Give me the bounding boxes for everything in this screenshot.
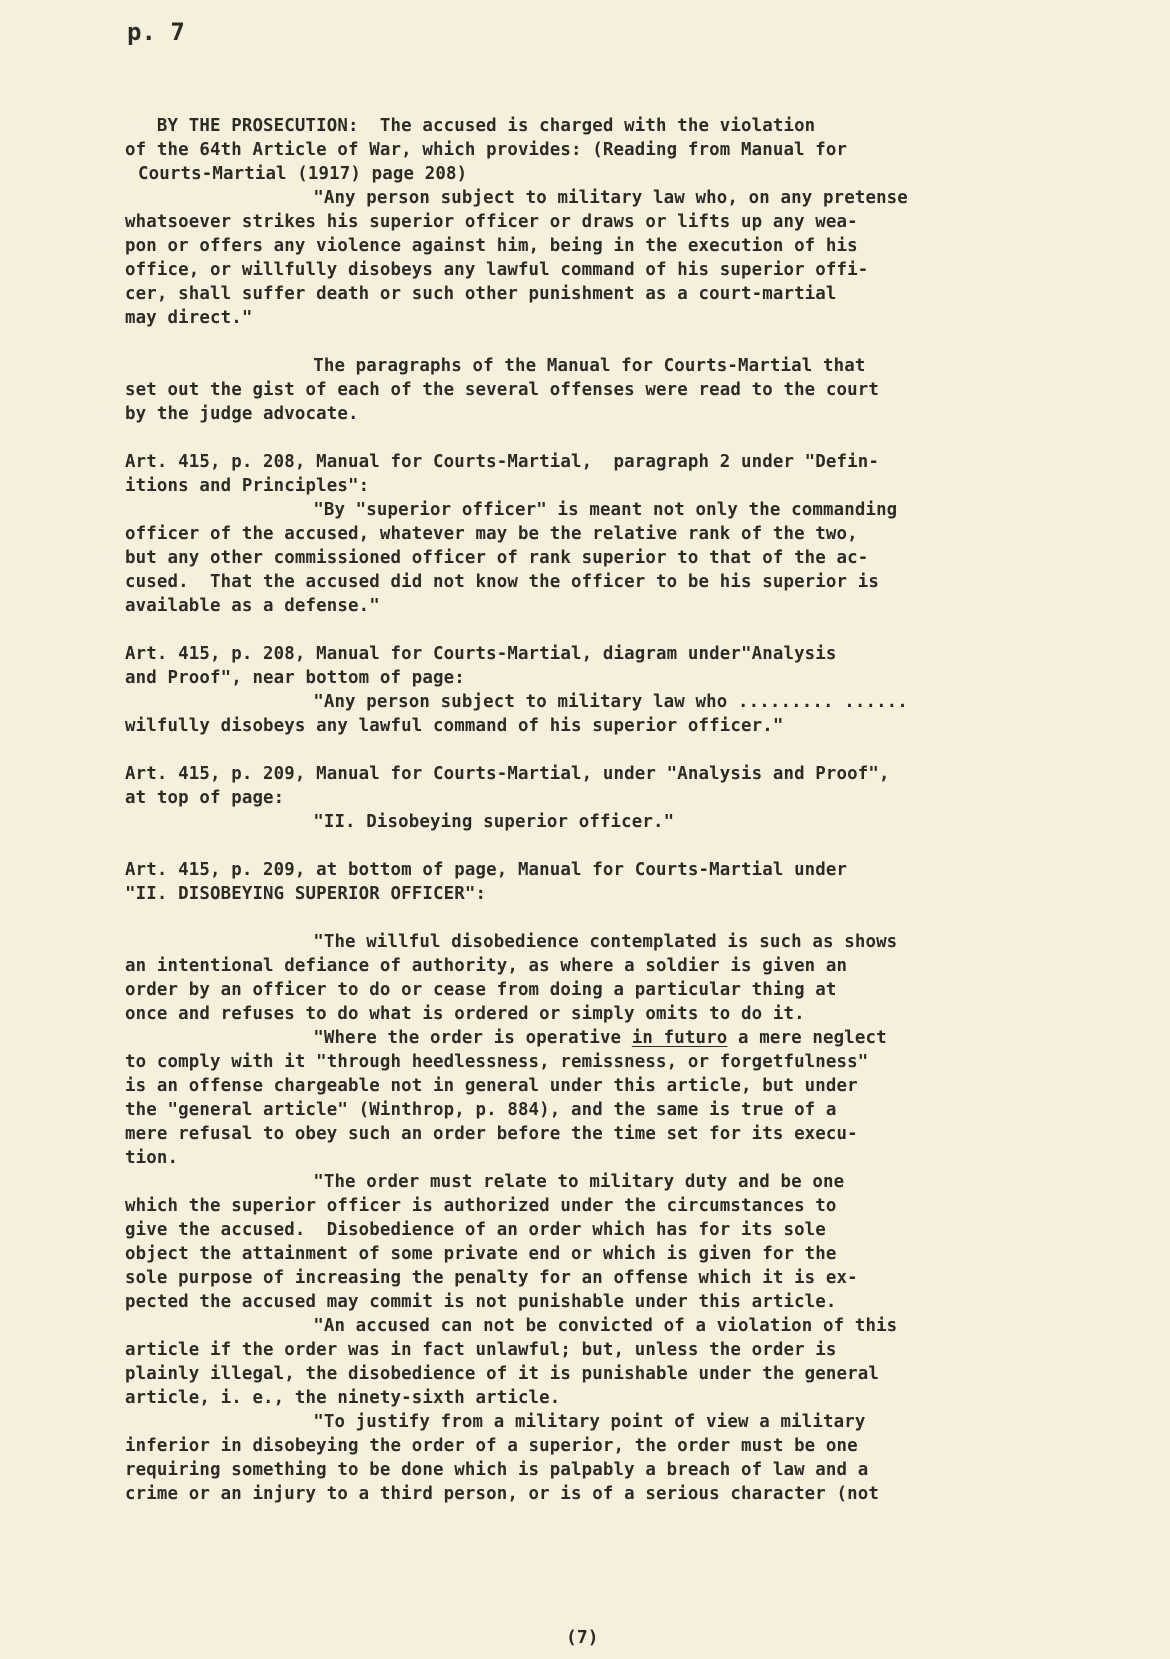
- text-line: but any other commissioned officer of rank superior to that of the ac-: [125, 548, 869, 568]
- text-line: by the judge advocate.: [125, 404, 359, 424]
- text-line: office, or willfully disobeys any lawful command of his superior offi-: [125, 260, 869, 280]
- text-line: tion.: [125, 1148, 179, 1168]
- text-line: "By "superior officer" is meant not only the commanding: [207, 500, 898, 520]
- text-line: "Where the order is operative in futuro a mere neglect: [207, 1028, 887, 1048]
- text-line: Art. 415, p. 208, Manual for Courts-Martial, diagram under"Analysis: [125, 644, 837, 664]
- text-line: "The order must relate to military duty and be one: [207, 1172, 845, 1192]
- text-line: officer of the accused, whatever may be the relative rank of the two,: [125, 524, 858, 544]
- text-line: an intentional defiance of authority, as where a soldier is given an: [125, 956, 848, 976]
- text-line: Courts-Martial (1917) page 208): [138, 164, 468, 184]
- text-line: BY THE PROSECUTION: The accused is charged with the violation: [125, 116, 816, 136]
- text-line: set out the gist of each of the several offenses were read to the court: [125, 380, 880, 400]
- text-line: itions and Principles":: [125, 476, 370, 496]
- text-line: once and refuses to do what is ordered or simply omits to do it.: [125, 1004, 805, 1024]
- text-line: "The willful disobedience contemplated is such as shows: [207, 932, 898, 952]
- text-line: cused. That the accused did not know the officer to be his superior is: [125, 572, 880, 592]
- page-footer-number: (7): [566, 1627, 599, 1648]
- text-line: "An accused can not be convicted of a violation of this: [207, 1316, 898, 1336]
- text-line: crime or an injury to a third person, or is of a serious character (not: [125, 1484, 880, 1504]
- text-line: may direct.": [125, 308, 253, 328]
- text-line: "II. Disobeying superior officer.": [207, 812, 675, 832]
- text-line: "Any person subject to military law who, on any pretense: [207, 188, 908, 208]
- text-line: Art. 415, p. 209, Manual for Courts-Martial, under "Analysis and Proof",: [125, 764, 890, 784]
- text-line: mere refusal to obey such an order before the time set for its execu-: [125, 1124, 858, 1144]
- text-line: and Proof", near bottom of page:: [125, 668, 465, 688]
- underlined-phrase: in futuro: [631, 1028, 728, 1048]
- text-line: which the superior officer is authorized under the circumstances to: [125, 1196, 837, 1216]
- text-line: The paragraphs of the Manual for Courts-Martial that: [207, 356, 866, 376]
- text-line: inferior in disobeying the order of a superior, the order must be one: [125, 1436, 858, 1456]
- text-line: "II. DISOBEYING SUPERIOR OFFICER":: [125, 884, 487, 904]
- page-label: p. 7: [127, 18, 185, 46]
- text-line: give the accused. Disobedience of an order which has for its sole: [125, 1220, 826, 1240]
- text-line: object the attainment of some private end or which is given for the: [125, 1244, 837, 1264]
- text-line: Art. 415, p. 208, Manual for Courts-Martial, paragraph 2 under "Defin-: [125, 452, 880, 472]
- text-line: requiring something to be done which is palpably a breach of law and a: [125, 1460, 869, 1480]
- text-line: at top of page:: [125, 788, 285, 808]
- text-line: "Any person subject to military law who ......... ......: [207, 692, 908, 712]
- text-line: whatsoever strikes his superior officer or draws or lifts up any wea-: [125, 212, 858, 232]
- text-line: Art. 415, p. 209, at bottom of page, Manual for Courts-Martial under: [125, 860, 848, 880]
- text-line: to comply with it "through heedlessness, remissness, or forgetfulness": [125, 1052, 869, 1072]
- text-line: is an offense chargeable not in general under this article, but under: [125, 1076, 858, 1096]
- text-line: sole purpose of increasing the penalty for an offense which it is ex-: [125, 1268, 858, 1288]
- text-line: cer, shall suffer death or such other punishment as a court-martial: [125, 284, 837, 304]
- text-line: article, i. e., the ninety-sixth article.: [125, 1388, 561, 1408]
- text-line: wilfully disobeys any lawful command of his superior officer.": [125, 716, 784, 736]
- text-line: pon or offers any violence against him, being in the execution of his: [125, 236, 858, 256]
- text-line: order by an officer to do or cease from doing a particular thing at: [125, 980, 837, 1000]
- text-line: plainly illegal, the disobedience of it is punishable under the general: [125, 1364, 880, 1384]
- text-line: available as a defense.": [125, 596, 380, 616]
- text-line: "To justify from a military point of view a military: [207, 1412, 866, 1432]
- text-line: article if the order was in fact unlawful; but, unless the order is: [125, 1340, 837, 1360]
- text-line: the "general article" (Winthrop, p. 884), and the same is true of a: [125, 1100, 837, 1120]
- text-line: pected the accused may commit is not punishable under this article.: [125, 1292, 837, 1312]
- text-line: of the 64th Article of War, which provides: (Reading from Manual for: [125, 140, 848, 160]
